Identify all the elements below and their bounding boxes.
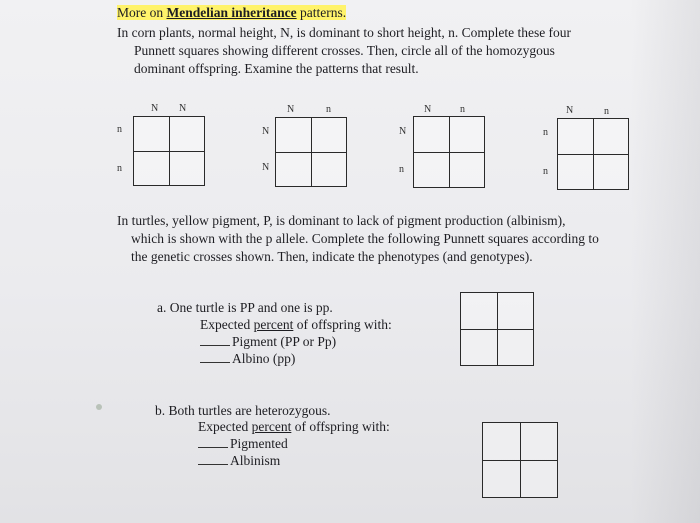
question-a-expected: Expected percent of offspring with:: [200, 317, 392, 332]
square-1-top-allele-2: N: [179, 103, 187, 114]
question-a-option-albino: Albino (pp): [200, 350, 295, 368]
square-3-side-allele-1: N: [399, 126, 407, 137]
square-1-side-allele-2: n: [117, 163, 122, 174]
answer-blank-a-albino[interactable]: [200, 350, 230, 363]
punnett-square-1[interactable]: [133, 116, 205, 186]
turtle-intro-line-3: the genetic crosses shown. Then, indicate the phenotypes (and genotypes).: [131, 249, 533, 264]
punnett-square-4[interactable]: [557, 118, 629, 190]
question-a-prompt: a. One turtle is PP and one is pp.: [157, 300, 333, 315]
answer-blank-a-pigment[interactable]: [200, 333, 230, 346]
answer-blank-b-albinism[interactable]: [198, 452, 228, 465]
square-3-top-allele-2: n: [460, 104, 465, 115]
turtle-intro-line-2: which is shown with the p allele. Complete the following Punnett squares according to: [131, 231, 599, 246]
answer-blank-b-pigmented[interactable]: [198, 435, 228, 448]
turtle-intro-line-1: In turtles, yellow pigment, P, is dominant to lack of pigment production (albinism),: [117, 213, 566, 228]
square-4-side-allele-2: n: [543, 166, 548, 177]
section-title: More on Mendelian inheritance patterns.: [117, 5, 347, 20]
intro-line-3: dominant offspring. Examine the patterns that result.: [134, 61, 419, 76]
punnett-square-a[interactable]: [460, 292, 534, 366]
square-2-top-allele-2: n: [326, 104, 331, 115]
square-1-side-allele-1: n: [117, 124, 122, 135]
paper-smudge: [96, 404, 102, 410]
square-4-side-allele-1: n: [543, 127, 548, 138]
punnett-square-2[interactable]: [275, 117, 347, 187]
question-a-option-pigment: Pigment (PP or Pp): [200, 333, 336, 351]
question-b-option-pigmented: Pigmented: [198, 435, 288, 453]
question-b-prompt: b. Both turtles are heterozygous.: [155, 403, 331, 418]
intro-line-1: In corn plants, normal height, N, is dominant to short height, n. Complete these four: [117, 25, 572, 40]
question-b-option-albinism: Albinism: [198, 452, 280, 470]
intro-line-2: Punnett squares showing different crosses. Then, circle all of the homozygous: [134, 43, 555, 58]
square-2-side-allele-1: N: [262, 126, 270, 137]
square-2-top-allele-1: N: [287, 104, 295, 115]
square-4-top-allele-2: n: [604, 106, 609, 117]
punnett-square-b[interactable]: [482, 422, 558, 498]
square-2-side-allele-2: N: [262, 162, 270, 173]
square-3-top-allele-1: N: [424, 104, 432, 115]
punnett-square-3[interactable]: [413, 116, 485, 188]
square-1-top-allele-1: N: [151, 103, 159, 114]
square-4-top-allele-1: N: [566, 105, 574, 116]
square-3-side-allele-2: n: [399, 164, 404, 175]
question-b-expected: Expected percent of offspring with:: [198, 419, 390, 434]
